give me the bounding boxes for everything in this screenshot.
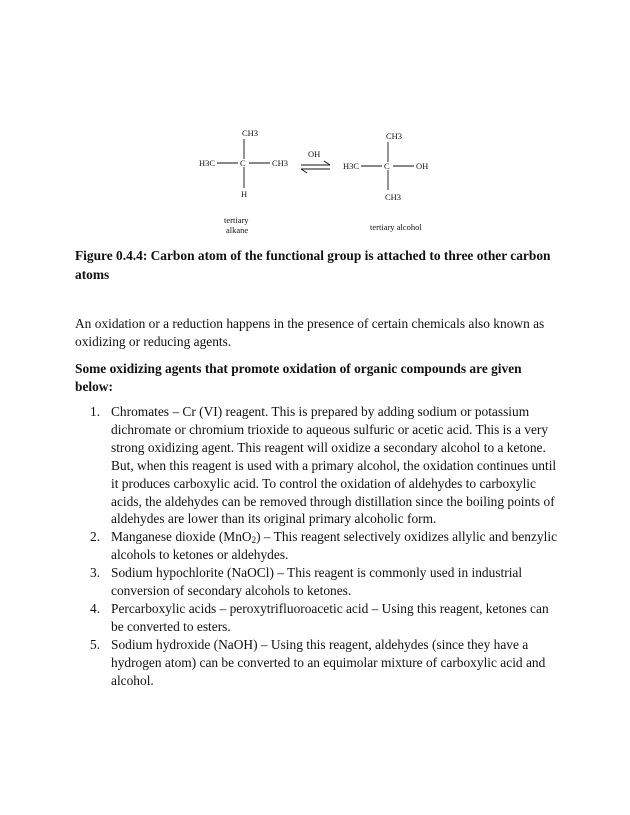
reaction-diagram: [185, 122, 445, 240]
list-item-text: Percarboxylic acids – peroxytrifluoroacetic acid – Using this reagent, ketones can be converted to esters.: [111, 600, 549, 634]
list-item: [75, 564, 560, 600]
list-item-text: Sodium hydroxide (NaOH) – Using this reagent, aldehydes (since they have a hydrogen atom) can be converted to an equimolar mixture of carboxylic acid and alcohol.: [111, 636, 546, 688]
alcohol-right-group: OH: [416, 161, 429, 171]
alkane-bottom-atom: H: [241, 189, 248, 199]
alkane-top-group: CH3: [242, 128, 259, 138]
forward-arrowhead: [324, 161, 330, 165]
alkane-left-group: H3C: [199, 158, 216, 168]
list-item: [75, 600, 560, 636]
list-number: 1.: [90, 404, 101, 419]
tertiary-alkane-structure: [199, 128, 288, 235]
list-item-text: Sodium hypochlorite (NaOCl) – This reagent is commonly used in industrial conversion of secondary alcohols to ketones.: [111, 565, 523, 599]
alkane-right-group: CH3: [272, 158, 289, 168]
intro-paragraph: An oxidation or a reduction happens in the presence of certain chemicals also known as oxidizing or reducing agents.: [75, 316, 545, 349]
alcohol-label: tertiary alcohol: [370, 222, 422, 232]
tertiary-alcohol-structure: [343, 131, 428, 232]
list-item: [75, 528, 560, 564]
alcohol-bottom-group: CH3: [385, 192, 402, 202]
list-number: 3.: [90, 565, 101, 581]
oxidizing-agents-list: [75, 403, 560, 690]
alcohol-center-atom: C: [384, 161, 390, 171]
alkane-label-line1: tertiary: [224, 215, 249, 225]
equilibrium-arrow: [301, 149, 330, 173]
list-number: 5.: [90, 636, 101, 652]
reverse-arrowhead: [301, 169, 307, 173]
list-number: 2.: [90, 529, 101, 545]
alkane-center-atom: C: [240, 158, 246, 168]
subscript: 2: [251, 535, 257, 546]
alcohol-left-group: H3C: [343, 161, 360, 171]
list-item-text-post: ) – This reagent selectively oxidizes allylic and benzylic alcohols to ketones or aldehydes.: [111, 529, 558, 563]
reaction-figure: [185, 122, 445, 240]
alcohol-top-group: CH3: [386, 131, 403, 141]
list-item: [75, 403, 560, 528]
list-item-text: Chromates – Cr (VI) reagent. This is prepared by adding sodium or potassium dichromate or chromium trioxide to aqueous sulfuric or acetic acid. This is a very strong oxidizing agent. This reagent will oxidize a secondary alcohol to a ketone. But, when this reagent is used with a primary alcohol, the oxidation continues until it produces carboxylic acid. To control the oxidation of aldehydes to carboxylic acids, the aldehydes can be removed through distillation since the boiling points of aldehydes are lower than its original primary alcoholic form.: [111, 404, 557, 527]
list-number: 4.: [90, 600, 101, 616]
section-heading: Some oxidizing agents that promote oxidation of organic compounds are given below:: [75, 361, 522, 394]
figure-caption: Figure 0.4.4: Carbon atom of the functional group is attached to three other carbon atoms: [75, 248, 551, 282]
list-item: [75, 636, 560, 690]
list-item-text-pre: Manganese dioxide (MnO: [111, 529, 252, 545]
alkane-label-line2: alkane: [226, 225, 249, 235]
arrow-label: OH: [308, 149, 321, 159]
